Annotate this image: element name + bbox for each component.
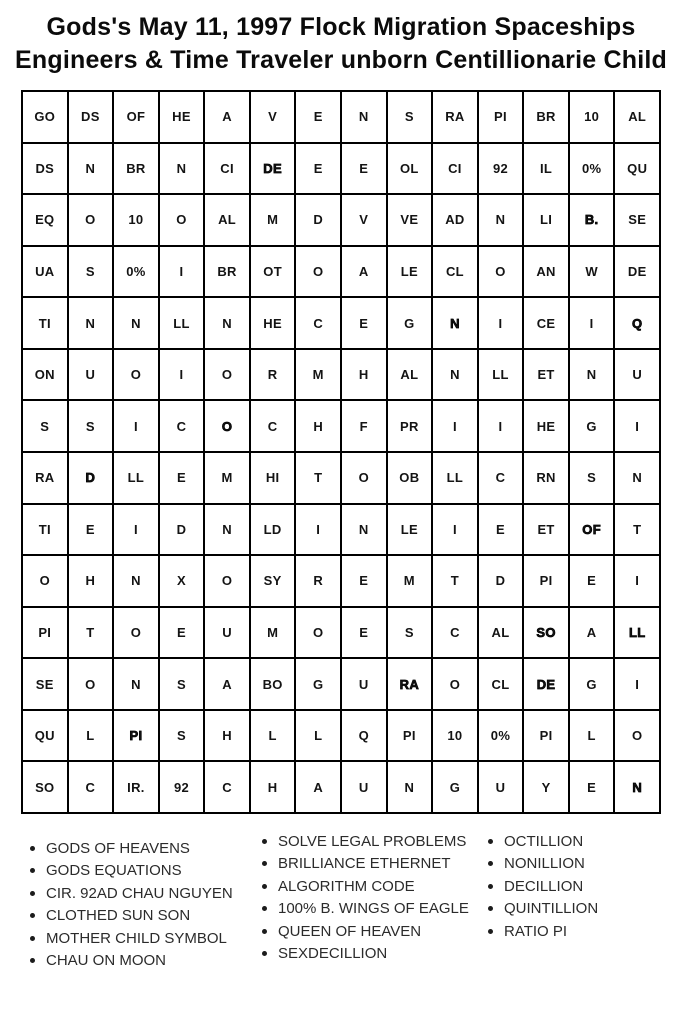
grid-cell[interactable]: RA	[23, 453, 69, 505]
grid-cell[interactable]: Y	[524, 762, 570, 814]
grid-cell[interactable]: E	[160, 453, 206, 505]
grid-cell[interactable]: O	[296, 608, 342, 660]
grid-cell[interactable]: E	[296, 144, 342, 196]
grid-cell[interactable]: AN	[524, 247, 570, 299]
grid-cell[interactable]: DE	[251, 144, 297, 196]
bullet-icon	[262, 861, 267, 866]
grid-cell[interactable]: R	[251, 350, 297, 402]
grid-cell[interactable]: PI	[479, 92, 525, 144]
word-list-item-label: SOLVE LEGAL PROBLEMS	[278, 832, 467, 850]
grid-cell[interactable]: I	[479, 401, 525, 453]
grid-cell[interactable]: T	[69, 608, 115, 660]
grid-cell[interactable]: AD	[433, 195, 479, 247]
grid-cell[interactable]: U	[69, 350, 115, 402]
grid-cell[interactable]: G	[570, 401, 616, 453]
grid-cell[interactable]: CI	[433, 144, 479, 196]
grid-cell[interactable]: N	[342, 505, 388, 557]
grid-cell[interactable]: LD	[251, 505, 297, 557]
grid-cell[interactable]: ON	[23, 350, 69, 402]
grid-cell[interactable]: N	[205, 505, 251, 557]
grid-cell[interactable]: SE	[615, 195, 661, 247]
word-list-item	[30, 905, 262, 928]
grid-cell[interactable]: E	[570, 762, 616, 814]
grid-cell[interactable]: I	[433, 505, 479, 557]
grid-cell[interactable]: I	[114, 505, 160, 557]
grid-cell[interactable]: LL	[433, 453, 479, 505]
grid-cell[interactable]: AL	[205, 195, 251, 247]
grid-cell[interactable]: G	[388, 298, 434, 350]
grid-cell[interactable]: I	[296, 505, 342, 557]
word-list-item-label: NONILLION	[504, 855, 585, 873]
grid-cell[interactable]: HE	[160, 92, 206, 144]
grid-cell[interactable]: E	[69, 505, 115, 557]
grid-cell[interactable]: E	[342, 298, 388, 350]
grid-cell[interactable]: L	[296, 711, 342, 763]
grid-cell[interactable]: U	[615, 350, 661, 402]
grid-cell[interactable]: LE	[388, 247, 434, 299]
grid-cell[interactable]: M	[251, 195, 297, 247]
grid-cell[interactable]: HE	[251, 298, 297, 350]
grid-cell[interactable]: C	[433, 608, 479, 660]
grid-cell[interactable]: IL	[524, 144, 570, 196]
grid-cell[interactable]: I	[615, 659, 661, 711]
grid-cell[interactable]: RA	[433, 92, 479, 144]
grid-cell[interactable]: D	[479, 556, 525, 608]
word-list-item-label: DECILLION	[504, 877, 584, 895]
grid-cell[interactable]: 10	[433, 711, 479, 763]
word-list-item-label: BRILLIANCE ETHERNET	[278, 855, 451, 873]
bullet-icon	[30, 958, 35, 963]
grid-cell[interactable]: IR.	[114, 762, 160, 814]
grid-cell[interactable]: L	[69, 711, 115, 763]
grid-cell[interactable]: A	[342, 247, 388, 299]
grid-cell[interactable]: A	[570, 608, 616, 660]
grid-cell[interactable]: H	[251, 762, 297, 814]
grid-cell[interactable]: TI	[23, 298, 69, 350]
word-list-item	[30, 950, 262, 973]
grid-cell[interactable]: PI	[114, 711, 160, 763]
word-list-item	[30, 837, 262, 860]
grid-cell[interactable]: M	[205, 453, 251, 505]
grid-cell[interactable]: N	[114, 659, 160, 711]
word-list-item	[262, 920, 488, 943]
grid-cell[interactable]: DS	[69, 92, 115, 144]
word-list-item-label: ALGORITHM CODE	[278, 877, 415, 895]
word-list-item	[262, 875, 488, 898]
grid-cell[interactable]: S	[388, 608, 434, 660]
grid-cell[interactable]: U	[479, 762, 525, 814]
bullet-icon	[30, 846, 35, 851]
grid-cell[interactable]: E	[296, 92, 342, 144]
grid-cell[interactable]: LI	[524, 195, 570, 247]
grid-cell[interactable]: RA	[388, 659, 434, 711]
grid-cell[interactable]: CL	[433, 247, 479, 299]
bullet-icon	[30, 891, 35, 896]
word-list-item-label: QUINTILLION	[504, 900, 599, 918]
grid-cell[interactable]: N	[433, 298, 479, 350]
bullet-icon	[262, 929, 267, 934]
puzzle-title-line1: Gods's May 11, 1997 Flock Migration Spaceships	[46, 13, 636, 41]
word-list-item	[488, 898, 668, 921]
grid-cell[interactable]: QU	[23, 711, 69, 763]
bullet-icon	[262, 951, 267, 956]
grid-cell[interactable]: N	[114, 556, 160, 608]
grid-cell[interactable]: N	[69, 298, 115, 350]
grid-cell[interactable]: 0%	[114, 247, 160, 299]
grid-cell[interactable]: S	[69, 401, 115, 453]
grid-cell[interactable]: H	[69, 556, 115, 608]
grid-cell[interactable]: CE	[524, 298, 570, 350]
grid-cell[interactable]: AL	[615, 92, 661, 144]
grid-cell[interactable]: BO	[251, 659, 297, 711]
grid-cell[interactable]: S	[69, 247, 115, 299]
word-list-item	[488, 830, 668, 853]
word-list-item	[488, 853, 668, 876]
grid-cell[interactable]: SO	[524, 608, 570, 660]
grid-cell[interactable]: N	[479, 195, 525, 247]
grid-cell[interactable]: O	[433, 659, 479, 711]
grid-cell[interactable]: S	[570, 453, 616, 505]
bullet-icon	[262, 884, 267, 889]
bullet-icon	[488, 839, 493, 844]
grid-cell[interactable]: G	[296, 659, 342, 711]
grid-cell[interactable]: T	[296, 453, 342, 505]
word-list-item-label: RATIO PI	[504, 922, 568, 940]
grid-cell[interactable]: E	[479, 505, 525, 557]
grid-cell[interactable]: U	[205, 608, 251, 660]
grid-cell[interactable]: N	[615, 453, 661, 505]
grid-cell[interactable]: O	[479, 247, 525, 299]
bullet-icon	[262, 906, 267, 911]
grid-cell[interactable]: N	[570, 350, 616, 402]
grid-cell[interactable]: SY	[251, 556, 297, 608]
word-list-item	[30, 882, 262, 905]
word-list-item	[488, 920, 668, 943]
word-list-item	[262, 830, 488, 853]
grid-cell[interactable]: A	[205, 659, 251, 711]
grid-cell[interactable]: N	[615, 762, 661, 814]
bullet-icon	[488, 861, 493, 866]
grid-cell[interactable]: V	[342, 195, 388, 247]
grid-cell[interactable]: 0%	[479, 711, 525, 763]
grid-cell[interactable]: O	[205, 556, 251, 608]
grid-cell[interactable]: LL	[114, 453, 160, 505]
puzzle-title	[0, 0, 682, 77]
grid-cell[interactable]: BR	[205, 247, 251, 299]
grid-cell[interactable]: G	[570, 659, 616, 711]
grid-cell[interactable]: I	[615, 401, 661, 453]
grid-cell[interactable]: DE	[615, 247, 661, 299]
grid-cell[interactable]: I	[160, 247, 206, 299]
grid-cell[interactable]: D	[160, 505, 206, 557]
grid-cell[interactable]: DS	[23, 144, 69, 196]
grid-cell[interactable]: HE	[524, 401, 570, 453]
grid-cell[interactable]: DE	[524, 659, 570, 711]
grid-cell[interactable]: S	[23, 401, 69, 453]
grid-cell[interactable]: Q	[615, 298, 661, 350]
grid-cell[interactable]: M	[251, 608, 297, 660]
grid-cell[interactable]: E	[160, 608, 206, 660]
grid-cell[interactable]: L	[570, 711, 616, 763]
grid-cell[interactable]: T	[433, 556, 479, 608]
grid-cell[interactable]: ET	[524, 505, 570, 557]
grid-cell[interactable]: H	[296, 401, 342, 453]
grid-cell[interactable]: LL	[615, 608, 661, 660]
grid-cell[interactable]: CL	[479, 659, 525, 711]
word-list-item-label: MOTHER CHILD SYMBOL	[46, 929, 227, 947]
grid-cell[interactable]: BR	[524, 92, 570, 144]
grid-cell[interactable]: O	[23, 556, 69, 608]
grid-cell[interactable]: D	[69, 453, 115, 505]
grid-cell[interactable]: PI	[388, 711, 434, 763]
word-list-column-1	[30, 830, 262, 972]
bullet-icon	[262, 839, 267, 844]
grid-cell[interactable]: N	[388, 762, 434, 814]
grid-cell[interactable]: I	[570, 298, 616, 350]
grid-cell[interactable]: AL	[388, 350, 434, 402]
grid-cell[interactable]: OB	[388, 453, 434, 505]
bullet-icon	[488, 884, 493, 889]
grid-cell[interactable]: V	[251, 92, 297, 144]
grid-cell[interactable]: D	[296, 195, 342, 247]
grid-cell[interactable]: S	[160, 711, 206, 763]
word-list-item-label: GODS OF HEAVENS	[46, 839, 190, 857]
grid-cell[interactable]: F	[342, 401, 388, 453]
word-list-item-label: CLOTHED SUN SON	[46, 907, 191, 925]
grid-cell[interactable]: OF	[114, 92, 160, 144]
grid-cell[interactable]: RN	[524, 453, 570, 505]
grid-cell[interactable]: 0%	[570, 144, 616, 196]
word-list-item-label: CHAU ON MOON	[46, 952, 166, 970]
grid-cell[interactable]: E	[342, 556, 388, 608]
grid-cell[interactable]: T	[615, 505, 661, 557]
grid-cell[interactable]: C	[205, 762, 251, 814]
grid-cell[interactable]: HI	[251, 453, 297, 505]
grid-cell[interactable]: C	[251, 401, 297, 453]
grid-cell[interactable]: L	[251, 711, 297, 763]
grid-cell[interactable]: 10	[570, 92, 616, 144]
grid-cell[interactable]: C	[479, 453, 525, 505]
grid-cell[interactable]: O	[114, 350, 160, 402]
word-list-column-2	[262, 830, 488, 965]
grid-cell[interactable]: 10	[114, 195, 160, 247]
word-list-item	[30, 860, 262, 883]
word-list-item	[488, 875, 668, 898]
grid-cell[interactable]: O	[205, 401, 251, 453]
grid-cell[interactable]: OT	[251, 247, 297, 299]
grid-cell[interactable]: R	[296, 556, 342, 608]
bullet-icon	[30, 868, 35, 873]
grid-cell[interactable]: EQ	[23, 195, 69, 247]
grid-cell[interactable]: B.	[570, 195, 616, 247]
grid-cell[interactable]: O	[114, 608, 160, 660]
grid-cell[interactable]: U	[342, 659, 388, 711]
grid-cell[interactable]: AL	[479, 608, 525, 660]
grid-cell[interactable]: O	[615, 711, 661, 763]
grid-cell[interactable]: E	[570, 556, 616, 608]
grid-cell[interactable]: PR	[388, 401, 434, 453]
grid-cell[interactable]: M	[296, 350, 342, 402]
grid-cell[interactable]: A	[205, 92, 251, 144]
grid-cell[interactable]: LE	[388, 505, 434, 557]
grid-cell[interactable]: O	[69, 659, 115, 711]
grid-cell[interactable]: O	[160, 195, 206, 247]
grid-cell[interactable]: N	[342, 92, 388, 144]
grid-cell[interactable]: O	[205, 350, 251, 402]
grid-cell[interactable]: N	[433, 350, 479, 402]
grid-cell[interactable]: I	[433, 401, 479, 453]
word-list-item-label: SEXDECILLION	[278, 945, 388, 963]
grid-cell[interactable]: PI	[23, 608, 69, 660]
grid-cell[interactable]: ET	[524, 350, 570, 402]
bullet-icon	[488, 906, 493, 911]
grid-cell[interactable]: VE	[388, 195, 434, 247]
grid-cell[interactable]: I	[615, 556, 661, 608]
grid-cell[interactable]: PI	[524, 711, 570, 763]
grid-cell[interactable]: M	[388, 556, 434, 608]
bullet-icon	[488, 929, 493, 934]
grid-cell[interactable]: O	[342, 453, 388, 505]
word-list-item	[30, 927, 262, 950]
grid-cell[interactable]: BR	[114, 144, 160, 196]
grid-cell[interactable]: A	[296, 762, 342, 814]
word-list-column-3	[488, 830, 668, 943]
grid-cell[interactable]: GO	[23, 92, 69, 144]
grid-cell[interactable]: TI	[23, 505, 69, 557]
grid-cell[interactable]: C	[296, 298, 342, 350]
grid-cell[interactable]: N	[114, 298, 160, 350]
grid-cell[interactable]: S	[388, 92, 434, 144]
bullet-icon	[30, 913, 35, 918]
grid-cell[interactable]: S	[160, 659, 206, 711]
word-list-item-label: CIR. 92AD CHAU NGUYEN	[46, 884, 233, 902]
word-list-item	[262, 898, 488, 921]
word-list-item-label: QUEEN OF HEAVEN	[278, 922, 422, 940]
word-list-item-label: 100% B. WINGS OF EAGLE	[278, 900, 469, 918]
word-list-item	[262, 853, 488, 876]
grid-cell[interactable]: O	[69, 195, 115, 247]
grid-cell[interactable]: OL	[388, 144, 434, 196]
grid-cell[interactable]: H	[205, 711, 251, 763]
grid-cell[interactable]: I	[479, 298, 525, 350]
grid-cell[interactable]: I	[114, 401, 160, 453]
grid-cell[interactable]: SO	[23, 762, 69, 814]
grid-cell[interactable]: W	[570, 247, 616, 299]
grid-cell[interactable]: QU	[615, 144, 661, 196]
grid-cell[interactable]: SE	[23, 659, 69, 711]
grid-cell[interactable]: 92	[160, 762, 206, 814]
grid-cell[interactable]: U	[342, 762, 388, 814]
word-list-item	[262, 943, 488, 966]
grid-cell[interactable]: PI	[524, 556, 570, 608]
grid-cell[interactable]: OF	[570, 505, 616, 557]
grid-cell[interactable]: UA	[23, 247, 69, 299]
grid-cell[interactable]: N	[205, 298, 251, 350]
grid-cell[interactable]: LL	[160, 298, 206, 350]
grid-cell[interactable]: E	[342, 608, 388, 660]
grid-cell[interactable]: C	[160, 401, 206, 453]
grid-cell[interactable]: 92	[479, 144, 525, 196]
grid-cell[interactable]: CI	[205, 144, 251, 196]
grid-cell[interactable]: X	[160, 556, 206, 608]
word-lists	[0, 814, 682, 972]
grid-cell[interactable]: O	[296, 247, 342, 299]
word-list-item-label: GODS EQUATIONS	[46, 862, 182, 880]
grid-cell[interactable]: LL	[479, 350, 525, 402]
grid-cell[interactable]: E	[342, 144, 388, 196]
word-list-item-label: OCTILLION	[504, 832, 584, 850]
puzzle-title-line2: Engineers & Time Traveler unborn Centillionarie Child	[15, 46, 667, 74]
grid-cell[interactable]: I	[160, 350, 206, 402]
word-search-grid	[21, 90, 661, 814]
grid-cell[interactable]: N	[160, 144, 206, 196]
bullet-icon	[30, 936, 35, 941]
grid-cell[interactable]: G	[433, 762, 479, 814]
grid-cell[interactable]: H	[342, 350, 388, 402]
grid-cell[interactable]: C	[69, 762, 115, 814]
grid-cell[interactable]: N	[69, 144, 115, 196]
grid-cell[interactable]: Q	[342, 711, 388, 763]
